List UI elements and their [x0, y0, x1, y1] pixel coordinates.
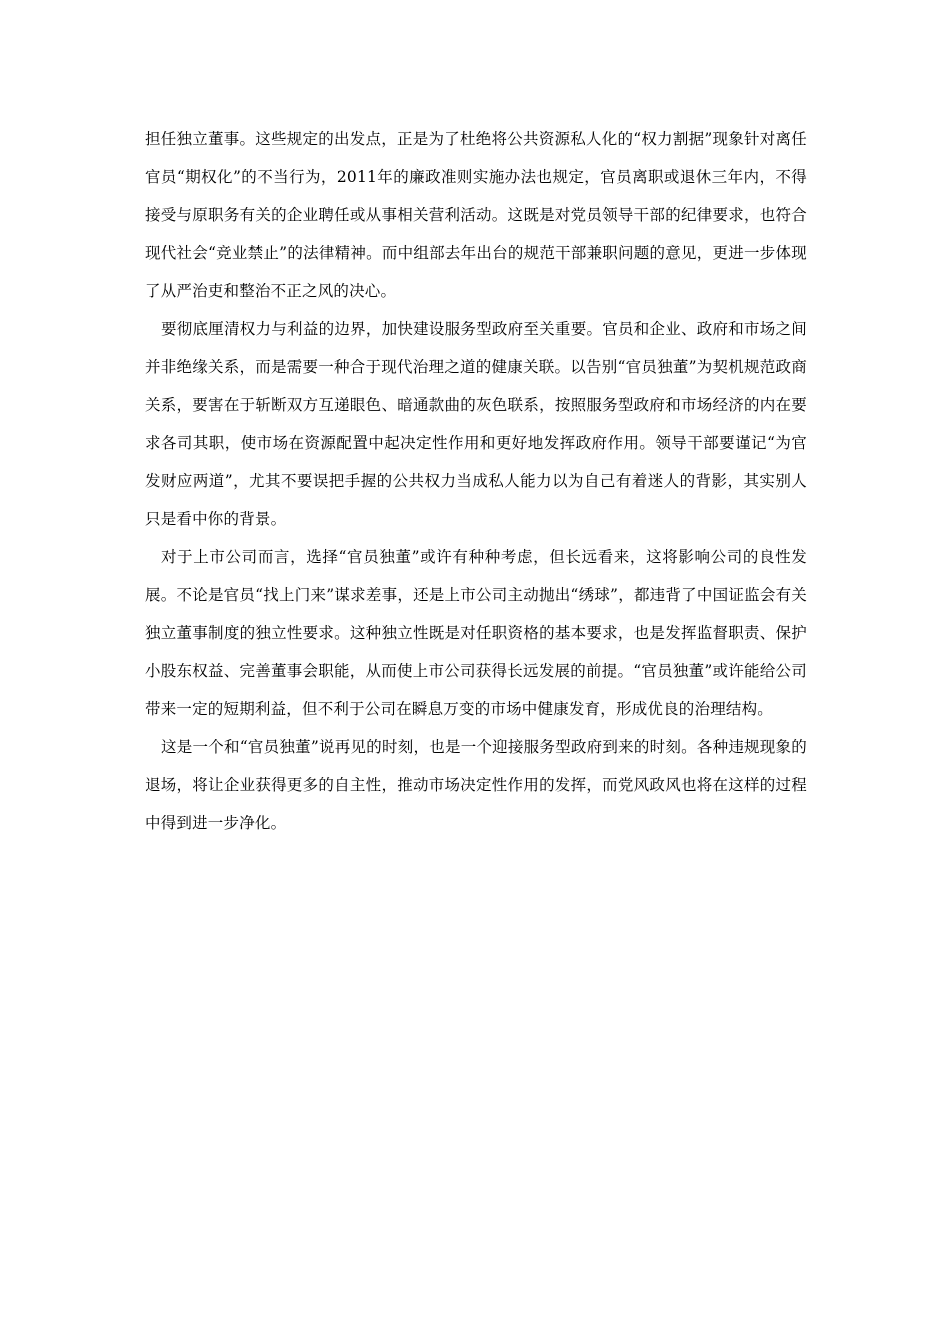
document-body [145, 120, 807, 842]
paragraph-4: 这是一个和“官员独董”说再见的时刻，也是一个迎接服务型政府到来的时刻。各种违规现象的退场，将让企业获得更多的自主性，推动市场决定性作用的发挥，而党风政风也将在这样的过程中得到进一步净化。 [145, 738, 807, 832]
paragraph-3: 对于上市公司而言，选择“官员独董”或许有种种考虑，但长远看来，这将影响公司的良性发展。不论是官员“找上门来”谋求差事，还是上市公司主动抛出“绣球”，都违背了中国证监会有关独立董事制度的独立性要求。这种独立性既是对任职资格的基本要求，也是发挥监督职责、保护小股东权益、完善董事会职能，从而使上市公司获得长远发展的前提。“官员独董”或许能给公司带来一定的短期利益，但不利于公司在瞬息万变的市场中健康发育，形成优良的治理结构。 [145, 548, 807, 718]
paragraph-1: 担任独立董事。这些规定的出发点，正是为了杜绝将公共资源私人化的“权力割据”现象针对离任官员“期权化”的不当行为，2011年的廉政准则实施办法也规定，官员离职或退休三年内，不得接受与原职务有关的企业聘任或从事相关营利活动。这既是对党员领导干部的纪律要求，也符合现代社会“竞业禁止”的法律精神。而中组部去年出台的规范干部兼职问题的意见，更进一步体现了从严治吏和整治不正之风的决心。 [145, 130, 807, 300]
paragraph-2: 要彻底厘清权力与利益的边界，加快建设服务型政府至关重要。官员和企业、政府和市场之间并非绝缘关系，而是需要一种合于现代治理之道的健康关联。以告别“官员独董”为契机规范政商关系，要害在于斩断双方互递眼色、暗通款曲的灰色联系，按照服务型政府和市场经济的内在要求各司其职，使市场在资源配置中起决定性作用和更好地发挥政府作用。领导干部要谨记“为官发财应两道”，尤其不要误把手握的公共权力当成私人能力以为自己有着迷人的背影，其实别人只是看中你的背景。 [145, 320, 807, 528]
